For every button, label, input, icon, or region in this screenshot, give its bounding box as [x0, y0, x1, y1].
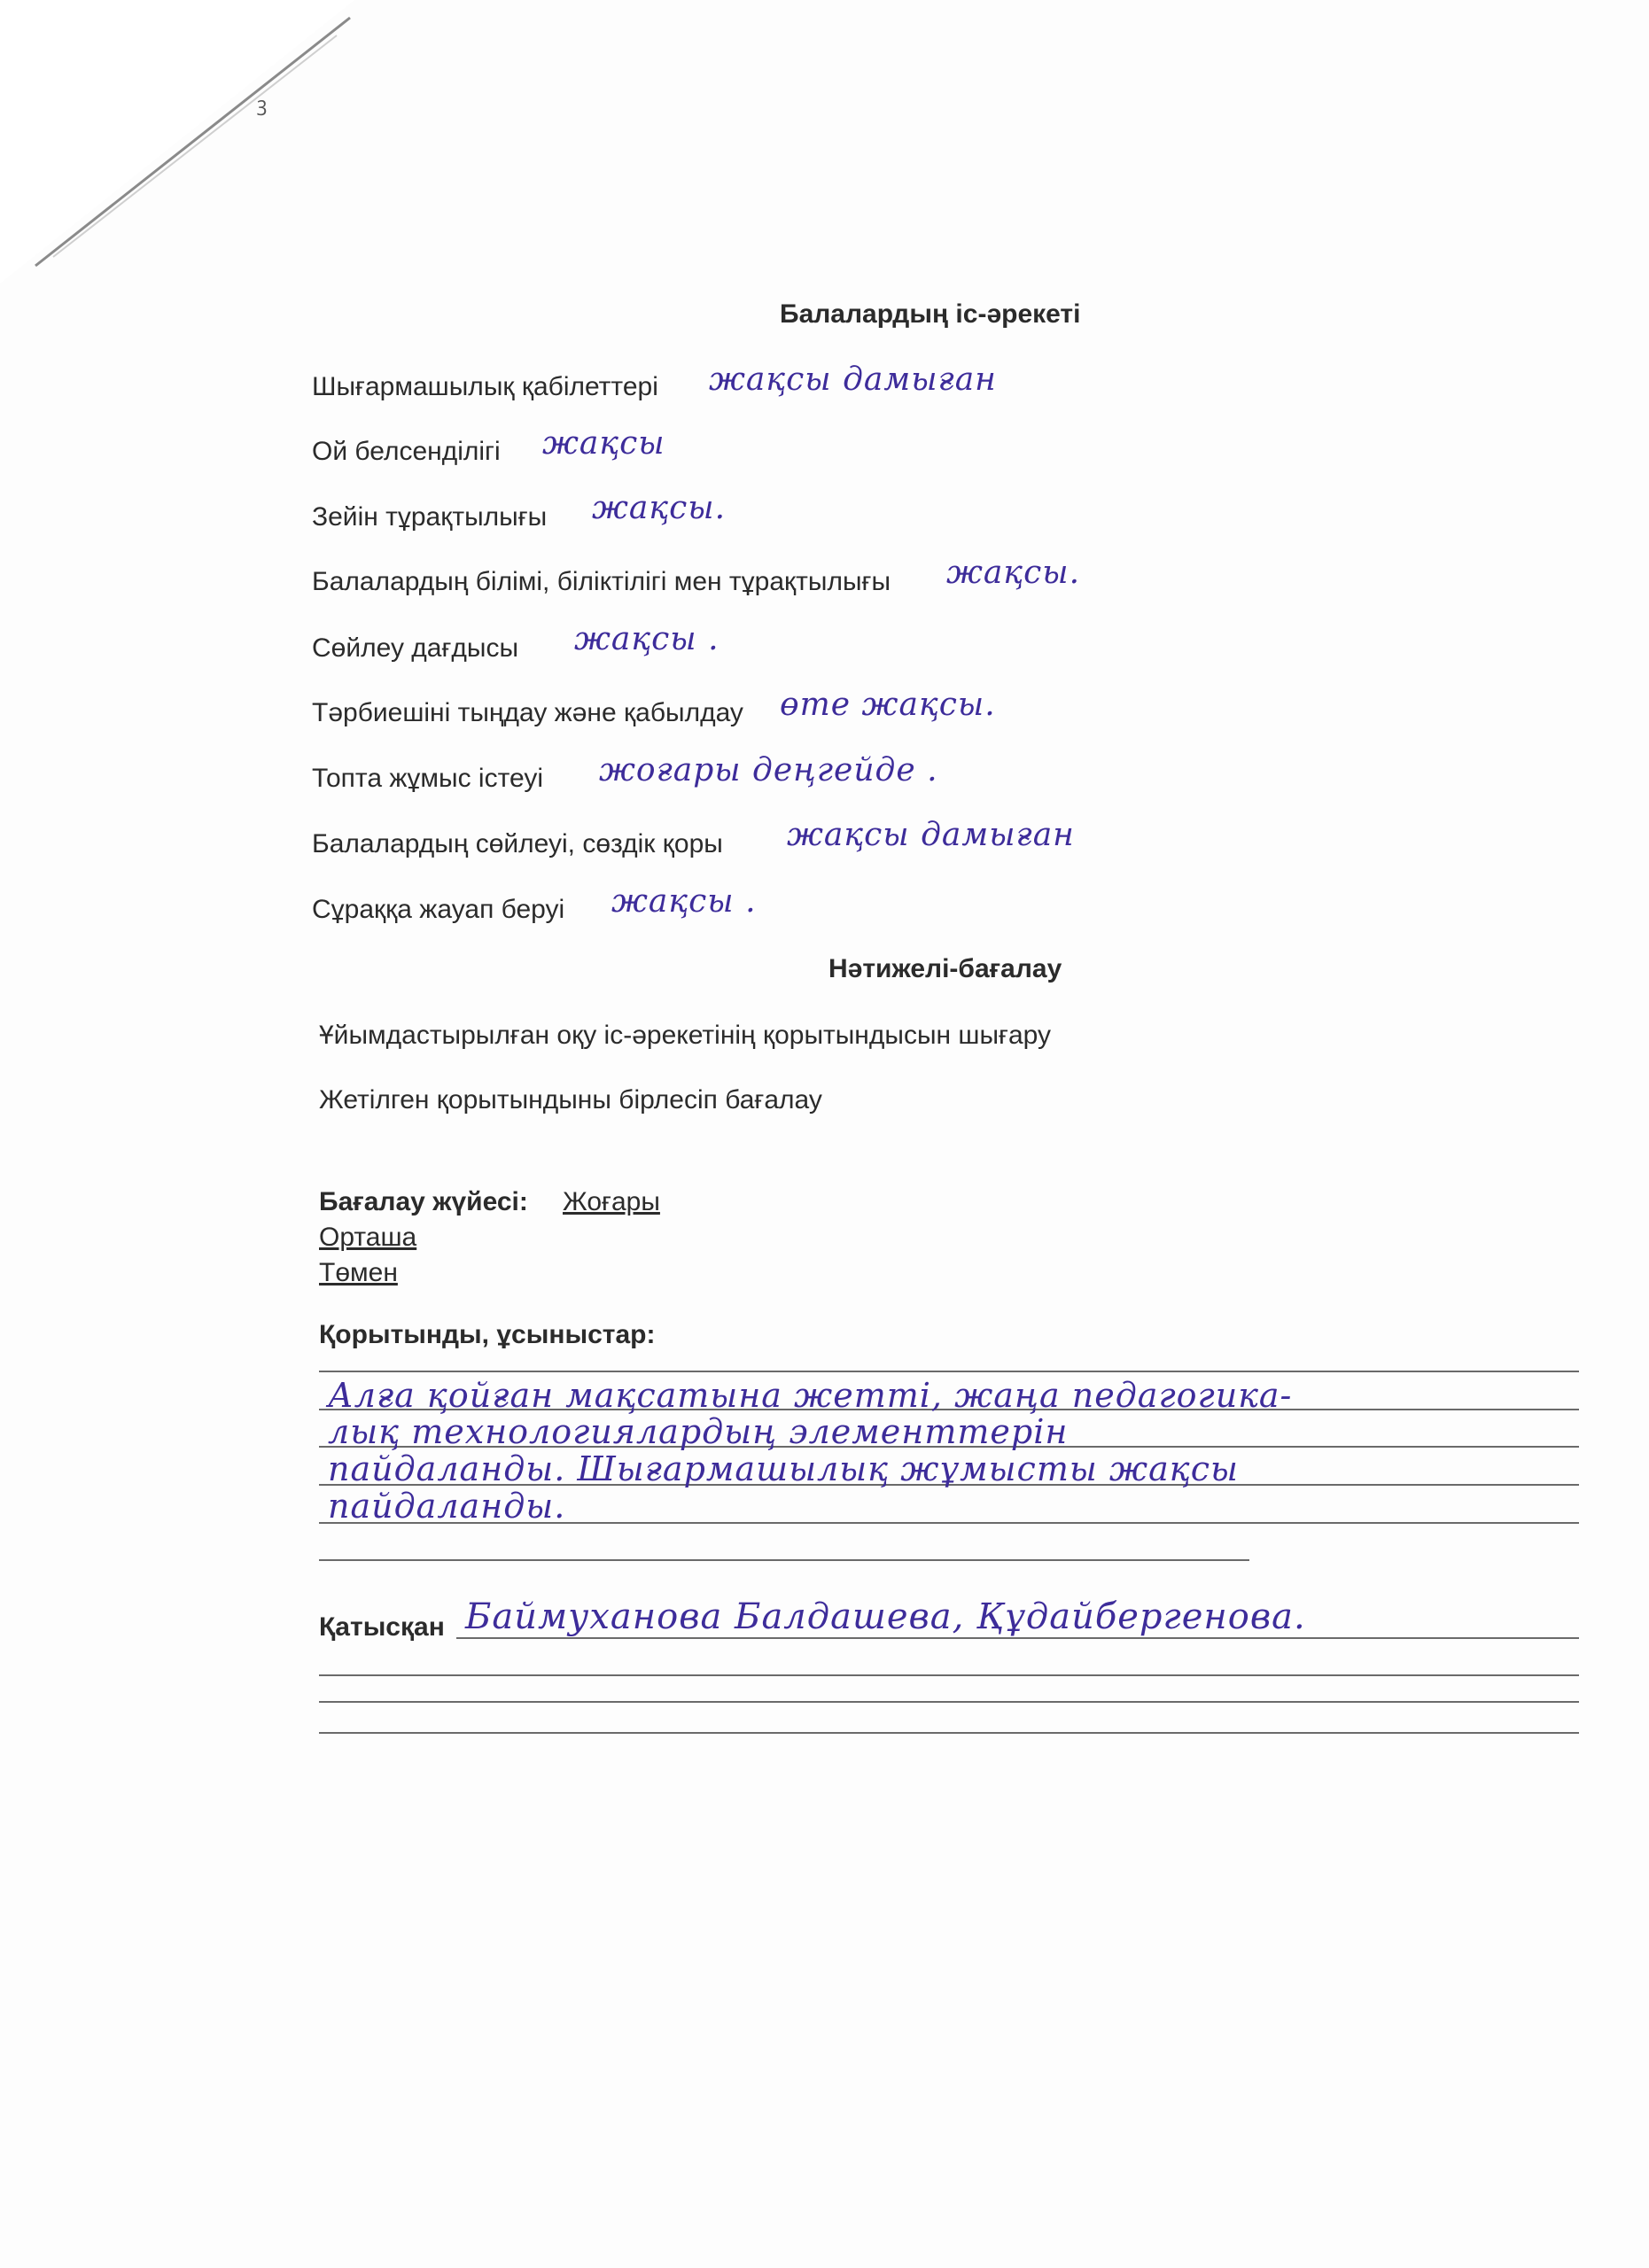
svg-text:ꝫ: ꝫ	[257, 93, 268, 115]
writing-line	[319, 1732, 1579, 1734]
activity-answer: жақсы.	[946, 555, 1081, 591]
writing-line	[319, 1674, 1579, 1676]
result-item: Жетілген қорытындыны бірлесіп бағалау	[319, 1085, 822, 1115]
conclusion-handwriting-line: пайдаланды. Шығармашылық жұмысты жақсы	[328, 1449, 1239, 1488]
folded-corner-mark	[0, 0, 372, 292]
activity-answer: жақсы дамыған	[787, 817, 1075, 853]
activity-section-title: Балалардың іс-әрекеті	[780, 299, 1081, 329]
grading-label: Бағалау жүйесі:	[319, 1187, 528, 1216]
activity-label: Сөйлеу дағдысы	[312, 633, 519, 663]
result-section-title: Нәтижелі-бағалау	[828, 954, 1062, 983]
conclusion-handwriting-line: пайдаланды.	[328, 1487, 566, 1526]
activity-answer: жақсы	[542, 425, 665, 462]
participants-names: Баймуханова Балдашева, Құдайбергенова.	[465, 1596, 1306, 1637]
result-item: Ұйымдастырылған оқу іс-әрекетінің қорытындысын шығару	[319, 1021, 1052, 1050]
activity-label: Ой белсенділігі	[312, 437, 501, 466]
participants-label: Қатысқан	[319, 1612, 445, 1642]
activity-answer: жақсы .	[574, 621, 719, 657]
activity-label: Балалардың сөйлеуі, сөздік қоры	[312, 829, 723, 858]
activity-answer: жоғары деңгейде .	[599, 752, 938, 788]
activity-label: Топта жұмыс істеуі	[312, 764, 544, 793]
grading-level-medium: Орташа	[319, 1223, 417, 1252]
writing-line	[319, 1559, 1249, 1561]
activity-answer: жақсы дамыған	[709, 361, 997, 398]
conclusion-label: Қорытынды, ұсыныстар:	[319, 1320, 656, 1349]
writing-line	[319, 1701, 1579, 1703]
writing-line	[319, 1371, 1579, 1372]
activity-answer: өте жақсы.	[780, 687, 996, 723]
activity-label: Зейін тұрақтылығы	[312, 502, 548, 532]
activity-label: Шығармашылық қабілеттері	[312, 372, 658, 401]
writing-line	[456, 1637, 1579, 1639]
activity-label: Тәрбиешіні тыңдау және қабылдау	[312, 698, 743, 727]
conclusion-handwriting-line: Алға қойған мақсатына жетті, жаңа педагогика-	[328, 1376, 1293, 1415]
grading-level-low: Төмен	[319, 1258, 398, 1287]
grading-level-high: Жоғары	[563, 1187, 660, 1216]
activity-answer: жақсы .	[611, 883, 757, 920]
activity-label: Балалардың білімі, біліктілігі мен тұрақтылығы	[312, 567, 891, 596]
conclusion-handwriting-line: лық технологиялардың элементтерін	[328, 1412, 1069, 1451]
activity-label: Сұраққа жауап беруі	[312, 895, 565, 924]
activity-answer: жақсы.	[592, 490, 727, 526]
